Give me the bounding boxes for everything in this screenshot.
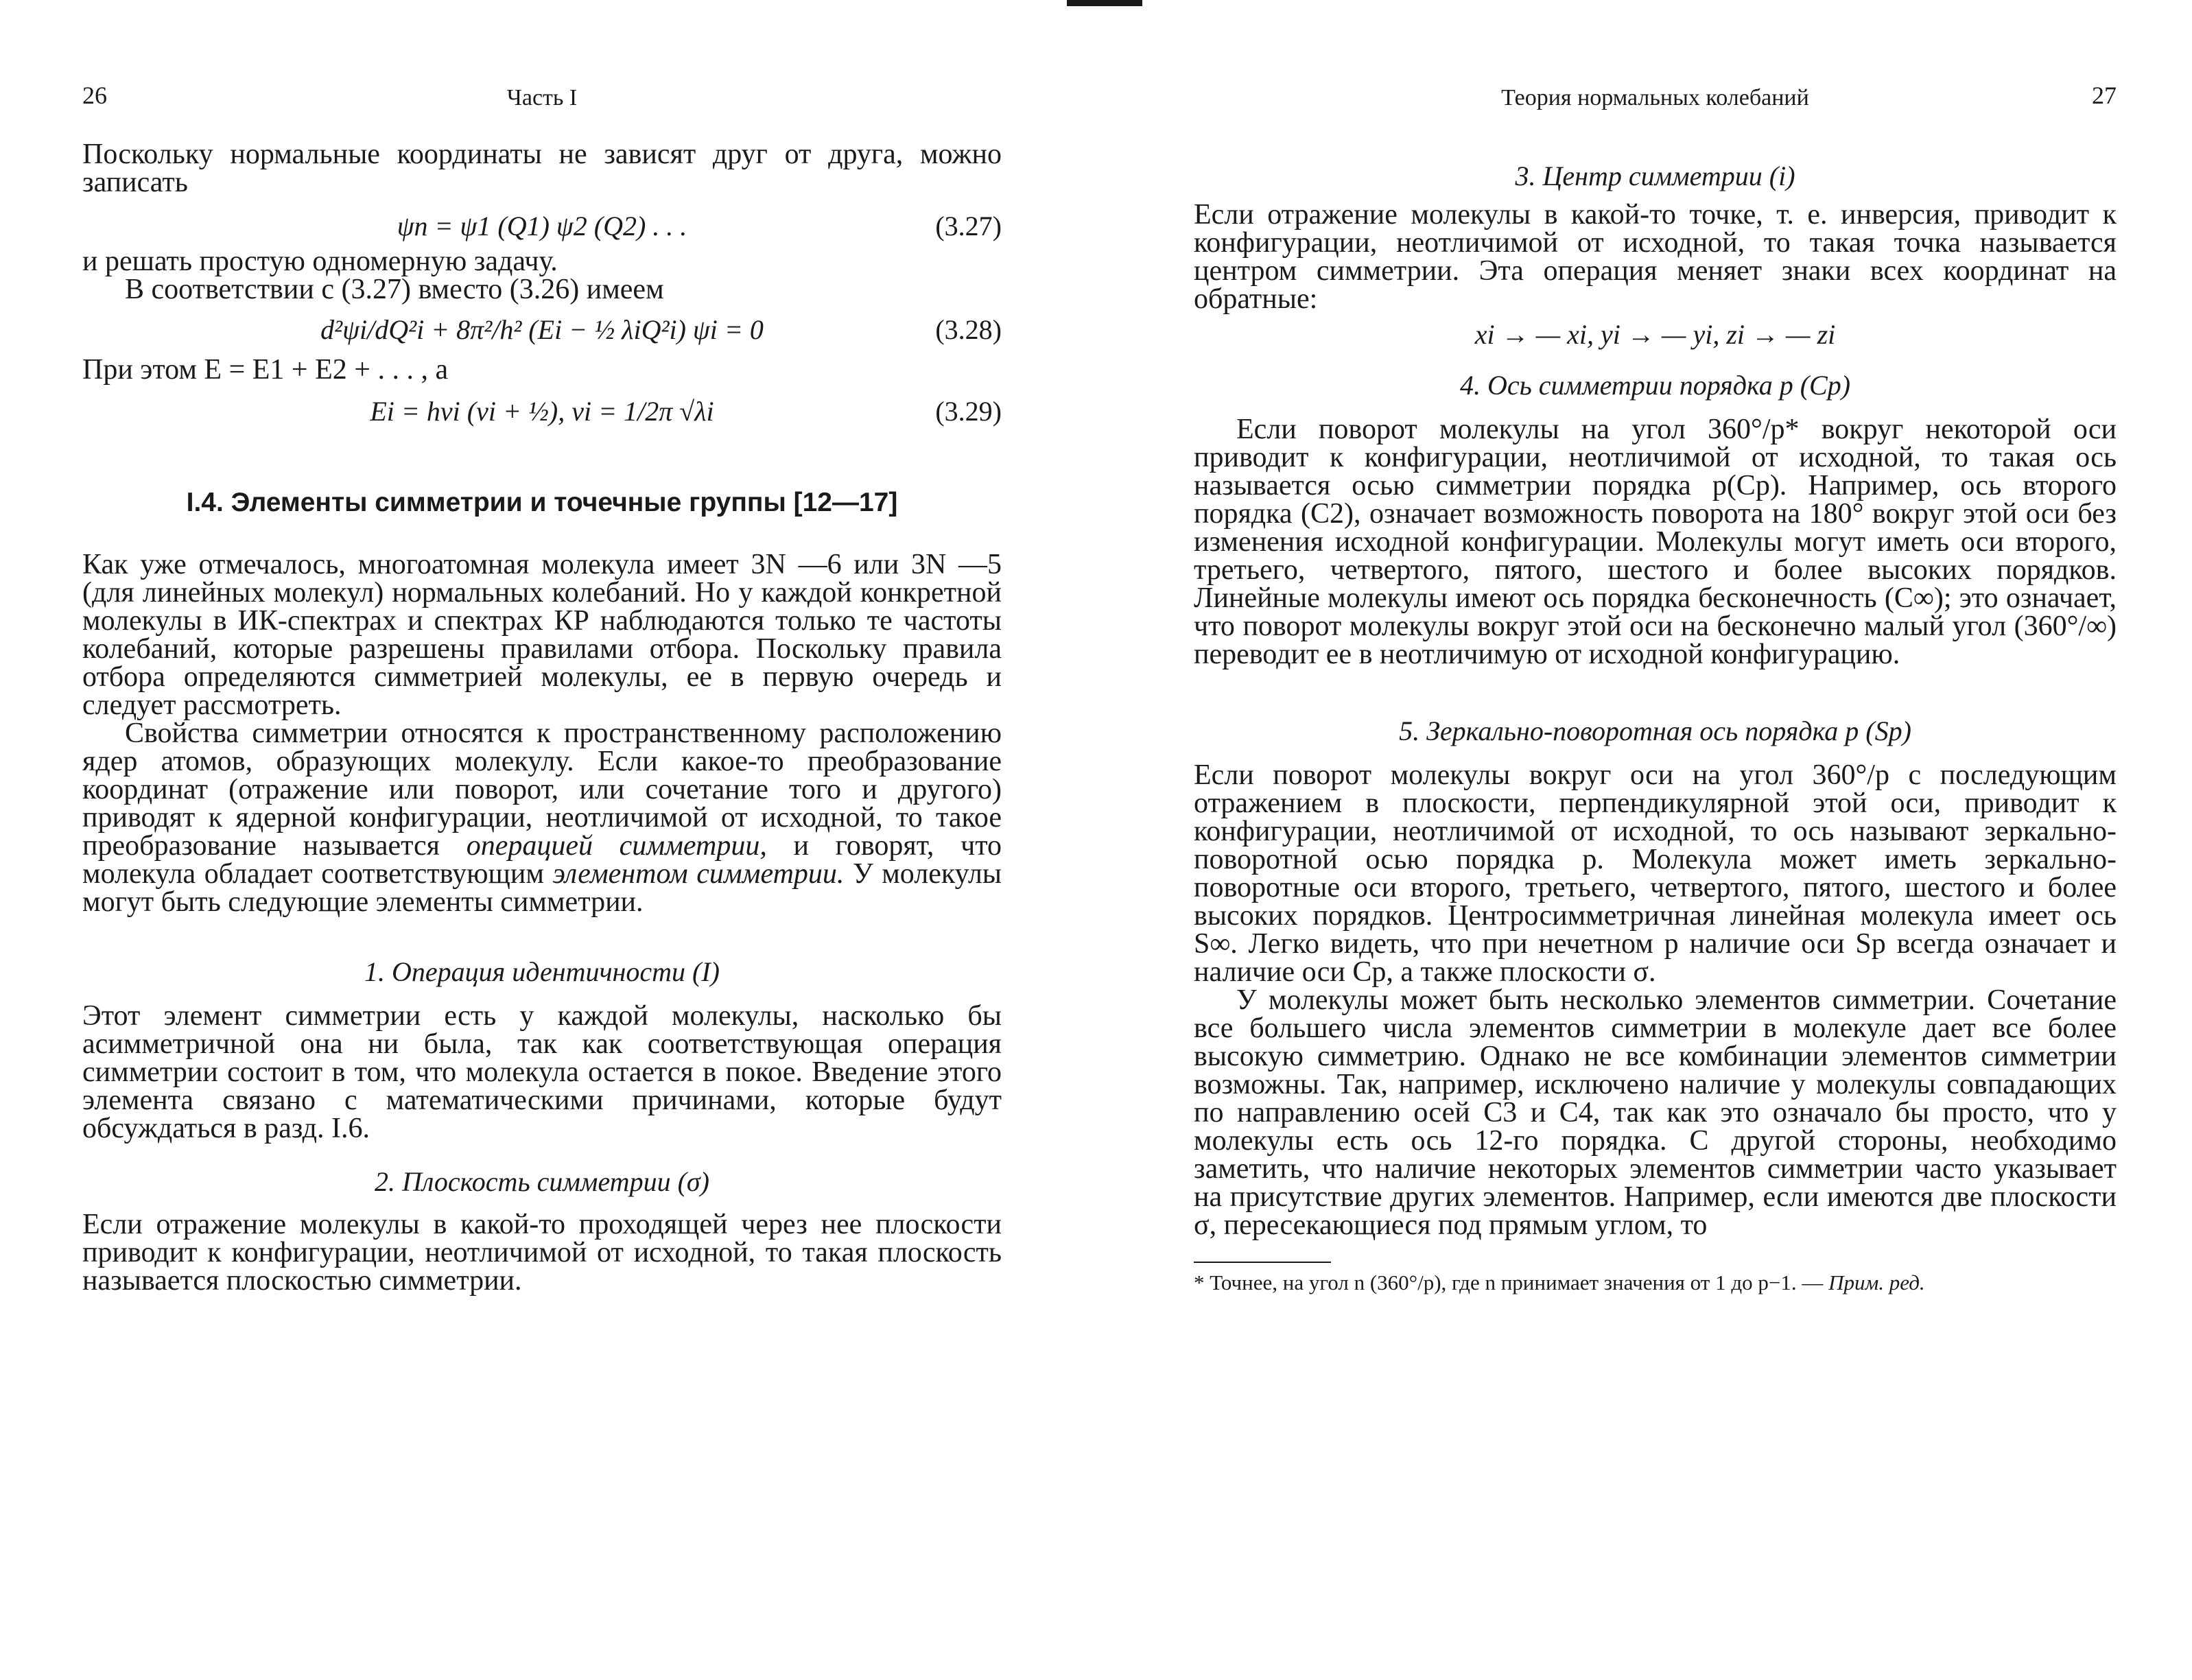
subheading-rotation-axis: 4. Ось симметрии порядка p (Cp) — [1459, 370, 1851, 401]
footnote-editor-note: Прим. ред. — [1828, 1270, 1925, 1294]
subheading-improper-axis: 5. Зеркально-поворотная ось порядка p (Sp) — [1399, 715, 1911, 746]
left-body — [82, 141, 1002, 1295]
term-symmetry-element: элементом симметрии. — [552, 858, 845, 890]
subheading-identity: 1. Операция идентичности (I) — [364, 956, 720, 987]
left-paragraph-6-text-a: Свойства симметрии относятся к пространственному расположению ядер атомов, образующих молекулу. Если какое-то преобразование координат (отражение или поворот, или сочетание того и другого) приводят к ядерной конфигурации, неотличимой от исходной, то такое преобразование называется — [82, 718, 1002, 862]
footnote — [1194, 1270, 2117, 1296]
left-running-head: Часть I — [506, 85, 578, 110]
equation-inversion — [1194, 313, 2117, 356]
left-paragraph-7: Этот элемент симметрии есть у каждой молекулы, насколько бы асимметричной она ни была, так как соответствующая операция симметрии состоит в том, что молекула остается в покое. Введение этого элемента связано с математическими причинами, которые будут обсуждаться в разд. I.6. — [82, 1000, 1002, 1144]
right-paragraph-4: У молекулы может быть несколько элементов симметрии. Сочетание все большего числа элементов симметрии в молекуле дает все более высокую симметрию. Однако не все комбинации элементов симметрии возможны. Так, например, исключено наличие у молекулы совпадающих по направлению осей C3 и C4, так как это означало бы просто, что у молекулы есть ось 12-го порядка. С другой стороны, необходимо заметить, что наличие некоторых элементов симметрии часто указывает на присутствие других элементов. Например, если имеются две плоскости σ, пересекающиеся под прямым углом, то — [1194, 984, 2117, 1241]
right-running-head: Теория нормальных колебаний — [1501, 85, 1809, 110]
left-paragraph-6-text-c: У молекулы могут быть следующие элементы симметрии. — [82, 858, 1002, 918]
equation-3-28-number: (3.28) — [935, 314, 1002, 345]
equation-3-27 — [82, 205, 1002, 248]
equation-3-27-formula: ψn = ψ1 (Q1) ψ2 (Q2) . . . — [397, 211, 687, 241]
page-top-mark — [1067, 0, 1142, 6]
right-paragraph-2: Если поворот молекулы на угол 360°/p* вокруг некоторой оси приводит к конфигурации, неотличимой от исходной, то такая ось называется осью симметрии порядка p(Cp). Например, ось второго порядка (C2), означает возможность поворота на 180° вокруг этой оси без изменения исходной конфигурации. Молекулы могут иметь оси второго, третьего, четвертого, пятого, шестого и более высоких порядков. Линейные молекулы имеют ось порядка бесконечность (C∞); это означает, что поворот молекулы вокруг этой оси на бесконечно малый угол (360°/∞) переводит ее в неотличимую от исходной конфигурацию. — [1194, 414, 2117, 670]
right-body — [1194, 162, 2117, 1296]
subheading-symmetry-plane: 2. Плоскость симметрии (σ) — [375, 1166, 709, 1197]
left-paragraph-2: и решать простую одномерную задачу. — [82, 246, 558, 277]
equation-3-28-formula: d²ψi/dQ²i + 8π²/h² (Ei − ½ λiQ²i) ψi = 0 — [320, 314, 764, 345]
equation-3-29-formula: Ei = hνi (vi + ½), νi = 1/2π √λi — [370, 396, 714, 427]
term-symmetry-operation: операцией симметрии, — [466, 830, 767, 862]
right-paragraph-3: Если поворот молекулы вокруг оси на угол 360°/p с последующим отражением в плоскости, перпендикулярной этой оси, приводит к конфигурации, неотличимой от исходной, то ось называют зеркально-поворотной осью порядка p. Молекула может иметь зеркально-поворотные оси второго, третьего, четвертого, пятого, шестого и более высоких порядков. Центросимметричная линейная молекула имеет ось S∞. Легко видеть, что при нечетном p наличие оси Sp всегда означает и наличие оси Cp, а также плоскости σ. — [1194, 759, 2117, 988]
left-paragraph-4: При этом E = E1 + E2 + . . . , а — [82, 354, 449, 386]
left-page-number: 26 — [82, 82, 107, 109]
equation-inversion-formula: xi → — xi, yi → — yi, zi → — zi — [1474, 319, 1836, 350]
left-paragraph-8: Если отражение молекулы в какой-то проходящей через нее плоскости приводит к конфигурации, неотличимой от исходной, то такая плоскость называется плоскостью симметрии. — [82, 1209, 1002, 1297]
equation-3-27-number: (3.27) — [935, 211, 1002, 241]
equation-3-29-number: (3.29) — [935, 396, 1002, 427]
right-page-number: 27 — [2092, 82, 2117, 109]
equation-3-28 — [82, 304, 1002, 356]
left-paragraph-1: Поскольку нормальные координаты не зависят друг от друга, можно записать — [82, 139, 1002, 198]
section-title: I.4. Элементы симметрии и точечные группы [12—17] — [186, 488, 898, 517]
left-paragraph-5: Как уже отмечалось, многоатомная молекула имеет 3N —6 или 3N —5 (для линейных молекул) нормальных колебаний. Но у каждой конкретной молекулы в ИК-спектрах и спектрах КР наблюдаются только те частоты колебаний, которые разрешены правилами отбора. Поскольку правила отбора определяются симметрией молекулы, ее в первую очередь и следует рассмотреть. — [82, 549, 1002, 721]
right-paragraph-1: Если отражение молекулы в какой-то точке, т. е. инверсия, приводит к конфигурации, неотличимой от исходной, то такая точка называется центром симметрии. Эта операция меняет знаки всех координат на обратные: — [1194, 199, 2117, 315]
left-paragraph-3: В соответствии с (3.27) вместо (3.26) имеем — [125, 274, 664, 305]
footnote-text: * Точнее, на угол n (360°/p), где n принимает значения от 1 до p−1. — — [1194, 1270, 1824, 1294]
left-paragraph-6 — [82, 720, 1002, 916]
left-paragraph-6-text-b: и говорят, что молекула обладает соответствующим — [82, 830, 1002, 890]
left-header — [82, 81, 1002, 122]
right-header — [1194, 81, 2117, 122]
equation-3-29 — [82, 384, 1002, 439]
subheading-inversion-center: 3. Центр симметрии (i) — [1515, 161, 1795, 191]
